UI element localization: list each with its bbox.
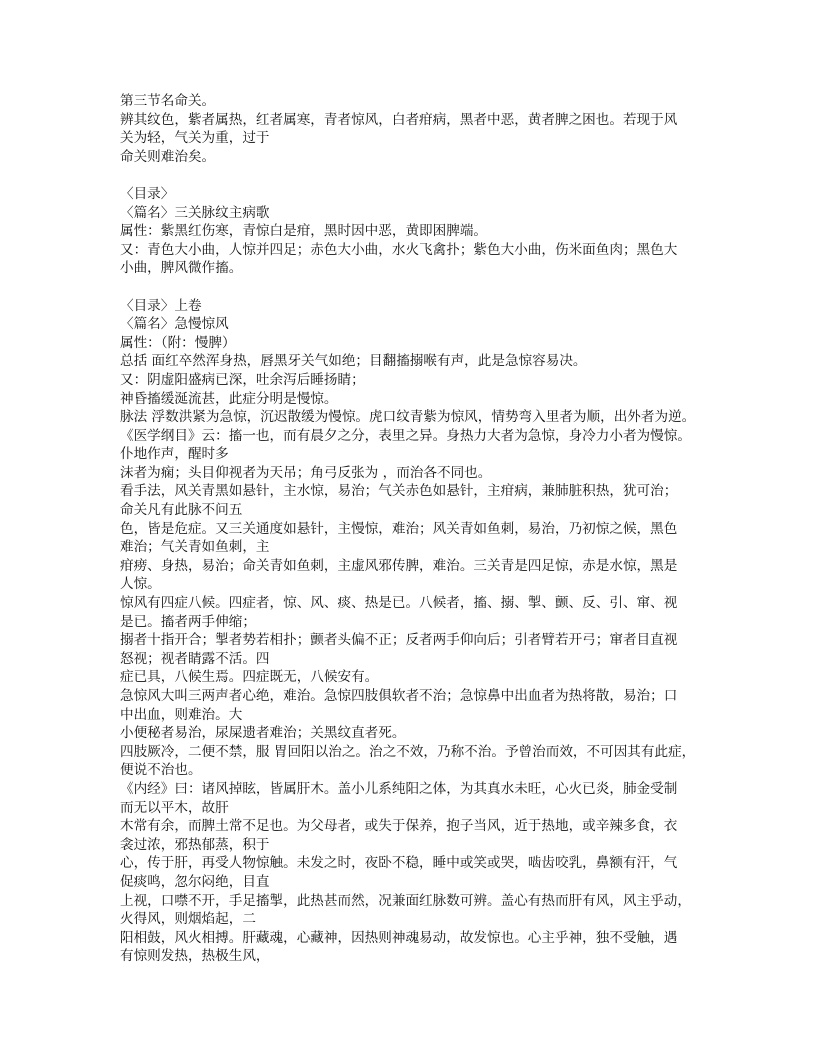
- text-line: 神昏搐缓涎流甚，此症分明是慢惊。: [120, 390, 338, 407]
- text-line: 命关则难治矣。: [120, 148, 216, 165]
- text-line: 有惊则发热，热极生风，: [120, 948, 270, 965]
- text-line: 便说不治也。: [120, 762, 202, 779]
- catalog-label: 〈目录〉: [120, 185, 175, 202]
- text-line: 木常有余，而脾土常不足也。为父母者，或失于保养，抱子当风，近于热地，或辛辣多食，衣: [120, 818, 678, 835]
- text-line: 惊风有四症八候。四症者，惊、风、痰、热是已。八候者，搐、搦、掣、颤、反、引、窜、视: [120, 595, 678, 612]
- text-line: [120, 966, 710, 985]
- text-line: 人惊。: [120, 576, 161, 593]
- text-line: 第三节名命关。: [120, 93, 216, 109]
- text-line: 又：青色大小曲，人惊并四足；赤色大小曲，水火飞禽扑；紫色大小曲，伤米面鱼肉；黑色大: [120, 241, 678, 258]
- text-line: 衾过浓，邪热郁蒸，积于: [120, 836, 270, 853]
- text-line: 上视，口噤不开，手足搐掣，此热甚而然，况兼面红脉数可辨。盖心有热而肝有风，风主乎动，: [120, 892, 691, 909]
- document-page: [120, 92, 710, 985]
- text-line: 是已。搐者两手伸缩；: [120, 613, 256, 630]
- text-line: 而无以平木，故肝: [120, 799, 229, 816]
- blank-line: [120, 278, 710, 297]
- text-line: 关为轻，气关为重，过于: [120, 130, 270, 147]
- text-line: 小曲，脾风微作搐。: [120, 260, 243, 277]
- text-line: 沫者为痫；头目仰视者为天吊；角弓反张为 ，而治各不同也。: [120, 464, 492, 481]
- text-line: 属性：紫黑红伤寒，青惊白是疳，黑时因中恶，黄即困脾端。: [120, 223, 488, 240]
- text-line: 小便秘者易治，尿屎遗者难治；关黑纹直者死。: [120, 725, 406, 742]
- text-line: 属性：（附：慢脾）: [120, 334, 236, 351]
- text-line: 疳痨、身热，易治；命关青如鱼刺，主虚风邪传脾，难治。三关青是四足惊，赤是水惊，黑是: [120, 557, 678, 574]
- text-line: 阳相鼓，风火相搏。肝藏魂，心藏神，因热则神魂易动，故发惊也。心主乎神，独不受触，遇: [120, 929, 678, 946]
- catalog-label: 〈目录〉上卷: [120, 297, 202, 314]
- text-line: 《医学纲目》云：搐一也，而有晨夕之分，表里之异。身热力大者为急惊，身冷力小者为慢惊。: [120, 427, 691, 444]
- text-line: 促痰鸣，忽尔闷绝，目直: [120, 873, 270, 890]
- text-line: 辨其纹色，紫者属热，红者属寒，青者惊风，白者疳病，黑者中恶，黄者脾之困也。若现于风: [120, 111, 678, 128]
- text-line: 总括 面红卒然浑身热，唇黑牙关气如绝；目翻搐搦喉有声，此是急惊容易决。: [120, 353, 587, 370]
- text-line: 急惊风大叫三两声者心绝，难治。急惊四肢俱软者不治；急惊鼻中出血者为热将散，易治；口: [120, 688, 678, 704]
- chapter-title: 〈篇名〉三关脉纹主病歌: [120, 204, 270, 221]
- text-line: 看手法，风关青黑如悬针，主水惊，易治；气关赤色如悬针，主疳病，兼肺脏积热，犹可治；: [120, 483, 678, 500]
- text-line: 难治；气关青如鱼刺，主: [120, 539, 270, 556]
- blank-line: [120, 166, 710, 185]
- text-line: 怒视；视者睛露不活。四: [120, 650, 270, 667]
- text-line: 症已具，八候生焉。四症既无，八候安有。: [120, 669, 379, 686]
- text-line: 火得风，则烟焰起，二: [120, 911, 256, 928]
- text-line: 色，皆是危症。又三关通度如悬针，主慢惊，难治；风关青如鱼刺，易治，乃初惊之候，黑色: [120, 520, 678, 537]
- text-line: 《内经》曰：诸风掉眩，皆属肝木。盖小儿系纯阳之体，为其真水未旺，心火已炎，肺金受制: [120, 780, 678, 797]
- text-line: 又：阴虚阳盛病已深，吐余泻后睡扬睛；: [120, 371, 365, 388]
- text-line: 脉法 浮数洪紧为急惊，沉迟散缓为慢惊。虎口纹青紫为惊风，情势弯入里者为顺，出外者为逆。: [120, 409, 696, 426]
- text-line: 命关凡有此脉不问五: [120, 502, 243, 519]
- text-line: 中出血，则难治。大: [120, 706, 243, 723]
- chapter-title: 〈篇名〉急慢惊风: [120, 316, 229, 333]
- text-line: 搦者十指开合；掣者势若相扑；颤者头偏不正；反者两手仰向后；引者臂若开弓；窜者目直视: [120, 632, 678, 649]
- text-line: 心，传于肝，再受人物惊触。未发之时，夜卧不稳，睡中或笑或哭，啮齿咬乳，鼻额有汗，气: [120, 855, 678, 872]
- text-line: 四肢厥冷，二便不禁，服 胃回阳以治之。治之不效，乃称不治。予曾治而效，不可因其有此症，: [120, 743, 696, 760]
- text-line: 仆地作声，醒时多: [120, 446, 229, 463]
